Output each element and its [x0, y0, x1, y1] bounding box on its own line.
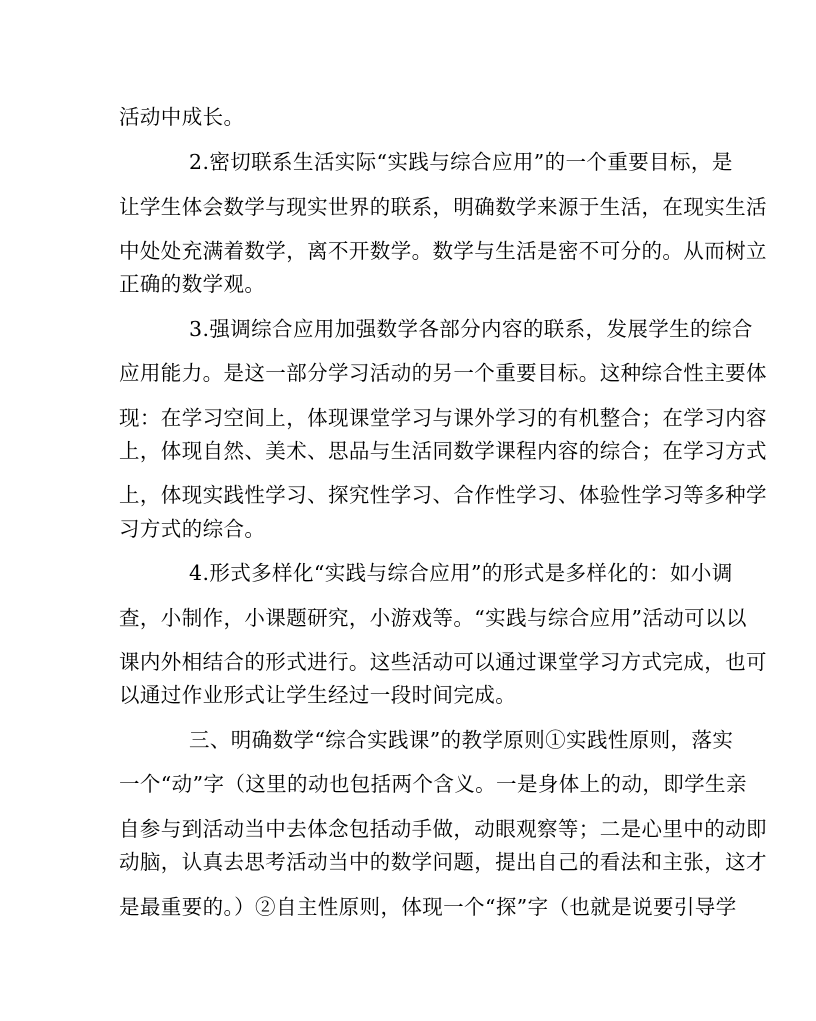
text-line: 让学生体会数学与现实世界的联系，明确数学来源于生活，在现实生活	[119, 195, 767, 219]
text-line: 应用能力。是这一部分学习活动的另一个重要目标。这种综合性主要体	[119, 361, 767, 385]
text-line: 4.形式多样化“实践与综合应用”的形式是多样化的：如小调	[189, 561, 733, 585]
text-line: 正确的数学观。	[119, 272, 266, 296]
text-line: 现：在学习空间上，体现课堂学习与课外学习的有机整合；在学习内容	[119, 406, 767, 430]
text-line: 三、明确数学“综合实践课”的教学原则①实践性原则，落实	[189, 728, 734, 752]
text-line: 以通过作业形式让学生经过一段时间完成。	[119, 683, 517, 707]
text-line: 动脑，认真去思考活动当中的数学问题，提出自己的看法和主张，这才	[119, 850, 767, 874]
text-line: 上，体现实践性学习、探究性学习、合作性学习、体验性学习等多种学	[119, 483, 767, 507]
text-line: 自参与到活动当中去体念包括动手做，动眼观察等；二是心里中的动即	[119, 817, 767, 841]
text-line: 中处处充满着数学，离不开数学。数学与生活是密不可分的。从而树立	[119, 239, 767, 263]
text-line: 上，体现自然、美术、思品与生活同数学课程内容的综合；在学习方式	[119, 439, 767, 463]
text-line: 查，小制作，小课题研究，小游戏等。“实践与综合应用”活动可以以	[119, 606, 747, 630]
text-line: 课内外相结合的形式进行。这些活动可以通过课堂学习方式完成，也可	[119, 650, 767, 674]
text-line: 是最重要的。）②自主性原则，体现一个“探”字（也就是说要引导学	[119, 895, 737, 919]
text-line: 3.强调综合应用加强数学各部分内容的联系，发展学生的综合	[189, 317, 753, 341]
text-line: 一个“动”字（这里的动也包括两个含义。一是身体上的动，即学生亲	[119, 772, 747, 796]
text-line: 习方式的综合。	[119, 517, 266, 541]
text-line: 2.密切联系生活实际“实践与综合应用”的一个重要目标，是	[189, 150, 733, 174]
text-line: 活动中成长。	[119, 105, 245, 129]
